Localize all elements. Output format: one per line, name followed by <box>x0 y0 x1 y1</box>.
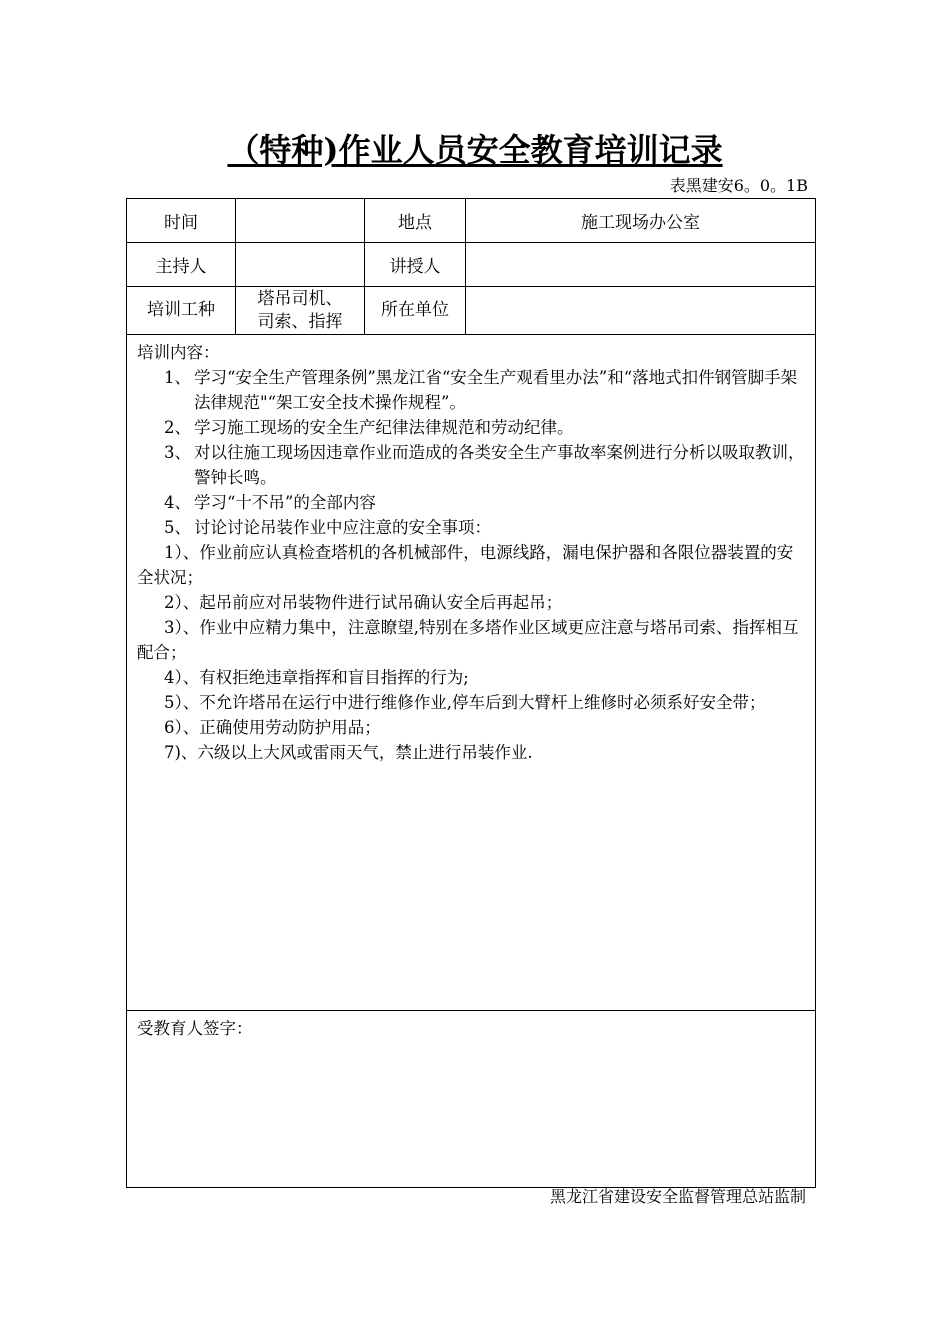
sub-item: 7)、六级以上大风或雷雨天气，禁止进行吊装作业. <box>164 743 533 762</box>
row-host-lecturer <box>127 243 816 287</box>
item-number: 4、 <box>164 493 191 512</box>
content-heading: 培训内容： <box>137 343 220 362</box>
unit-label: 所在单位 <box>365 287 466 335</box>
row-time-place <box>127 199 816 243</box>
signature-cell[interactable] <box>127 1011 816 1188</box>
title-text: （特种)作业人员安全教育培训记录 <box>227 131 723 169</box>
page-title <box>0 128 950 172</box>
sub-item: 1）、作业前应认真检查塔机的各机械部件，电源线路，漏电保护器和各限位器装置的安全状况； <box>137 543 794 587</box>
form-code: 表黑建安6。0。1B <box>669 176 808 195</box>
host-label: 主持人 <box>127 243 236 287</box>
sub-item: 5）、不允许塔吊在运行中进行维修作业,停车后到大臂杆上维修时必须系好安全带； <box>164 693 766 712</box>
list-item <box>137 515 805 540</box>
row-signature <box>127 1011 816 1188</box>
list-item <box>137 440 805 490</box>
host-value[interactable] <box>236 243 365 287</box>
item-number: 1、 <box>164 368 191 387</box>
item-number: 5、 <box>164 518 191 537</box>
lecturer-value[interactable] <box>466 243 816 287</box>
training-record-table <box>126 198 816 1188</box>
row-trade-unit <box>127 287 816 335</box>
unit-value[interactable] <box>466 287 816 335</box>
signature-label: 受教育人签字： <box>137 1019 253 1038</box>
sub-item: 6）、正确使用劳动防护用品； <box>164 718 381 737</box>
issuer-footer: 黑龙江省建设安全监督管理总站监制 <box>549 1187 806 1206</box>
list-item <box>137 415 805 440</box>
sub-item: 4）、有权拒绝违章指挥和盲目指挥的行为; <box>164 668 469 687</box>
trade-value-line2: 司索、指挥 <box>257 311 343 332</box>
item-number: 3、 <box>164 443 191 462</box>
sub-item: 2）、起吊前应对吊装物件进行试吊确认安全后再起吊； <box>164 593 563 612</box>
row-content <box>127 335 816 1011</box>
list-item <box>137 490 805 515</box>
item-text: 对以往施工现场因违章作业而造成的各类安全生产事故率案例进行分析以吸取教训，警钟长鸣。 <box>194 443 805 487</box>
sub-item: 3）、作业中应精力集中，注意瞭望,特别在多塔作业区域更应注意与塔吊司索、指挥相互配合； <box>137 618 799 662</box>
training-content-cell[interactable] <box>127 335 816 1011</box>
trade-value[interactable] <box>236 287 365 335</box>
list-item <box>137 365 805 415</box>
place-label: 地点 <box>365 199 466 243</box>
time-value[interactable] <box>236 199 365 243</box>
place-value[interactable]: 施工现场办公室 <box>466 199 816 243</box>
trade-label: 培训工种 <box>127 287 236 335</box>
item-number: 2、 <box>164 418 191 437</box>
trade-value-line1: 塔吊司机、 <box>257 288 343 309</box>
item-text: 讨论讨论吊装作业中应注意的安全事项： <box>194 518 491 537</box>
item-text: 学习施工现场的安全生产纪律法律规范和劳动纪律。 <box>194 418 574 437</box>
time-label: 时间 <box>127 199 236 243</box>
lecturer-label: 讲授人 <box>365 243 466 287</box>
item-text: 学习“安全生产管理条例”黑龙江省“安全生产观看里办法”和“落地式扣件钢管脚手架法律规范"“架工安全技术操作规程”。 <box>194 368 798 412</box>
item-text: 学习“十不吊”的全部内容 <box>194 493 376 512</box>
